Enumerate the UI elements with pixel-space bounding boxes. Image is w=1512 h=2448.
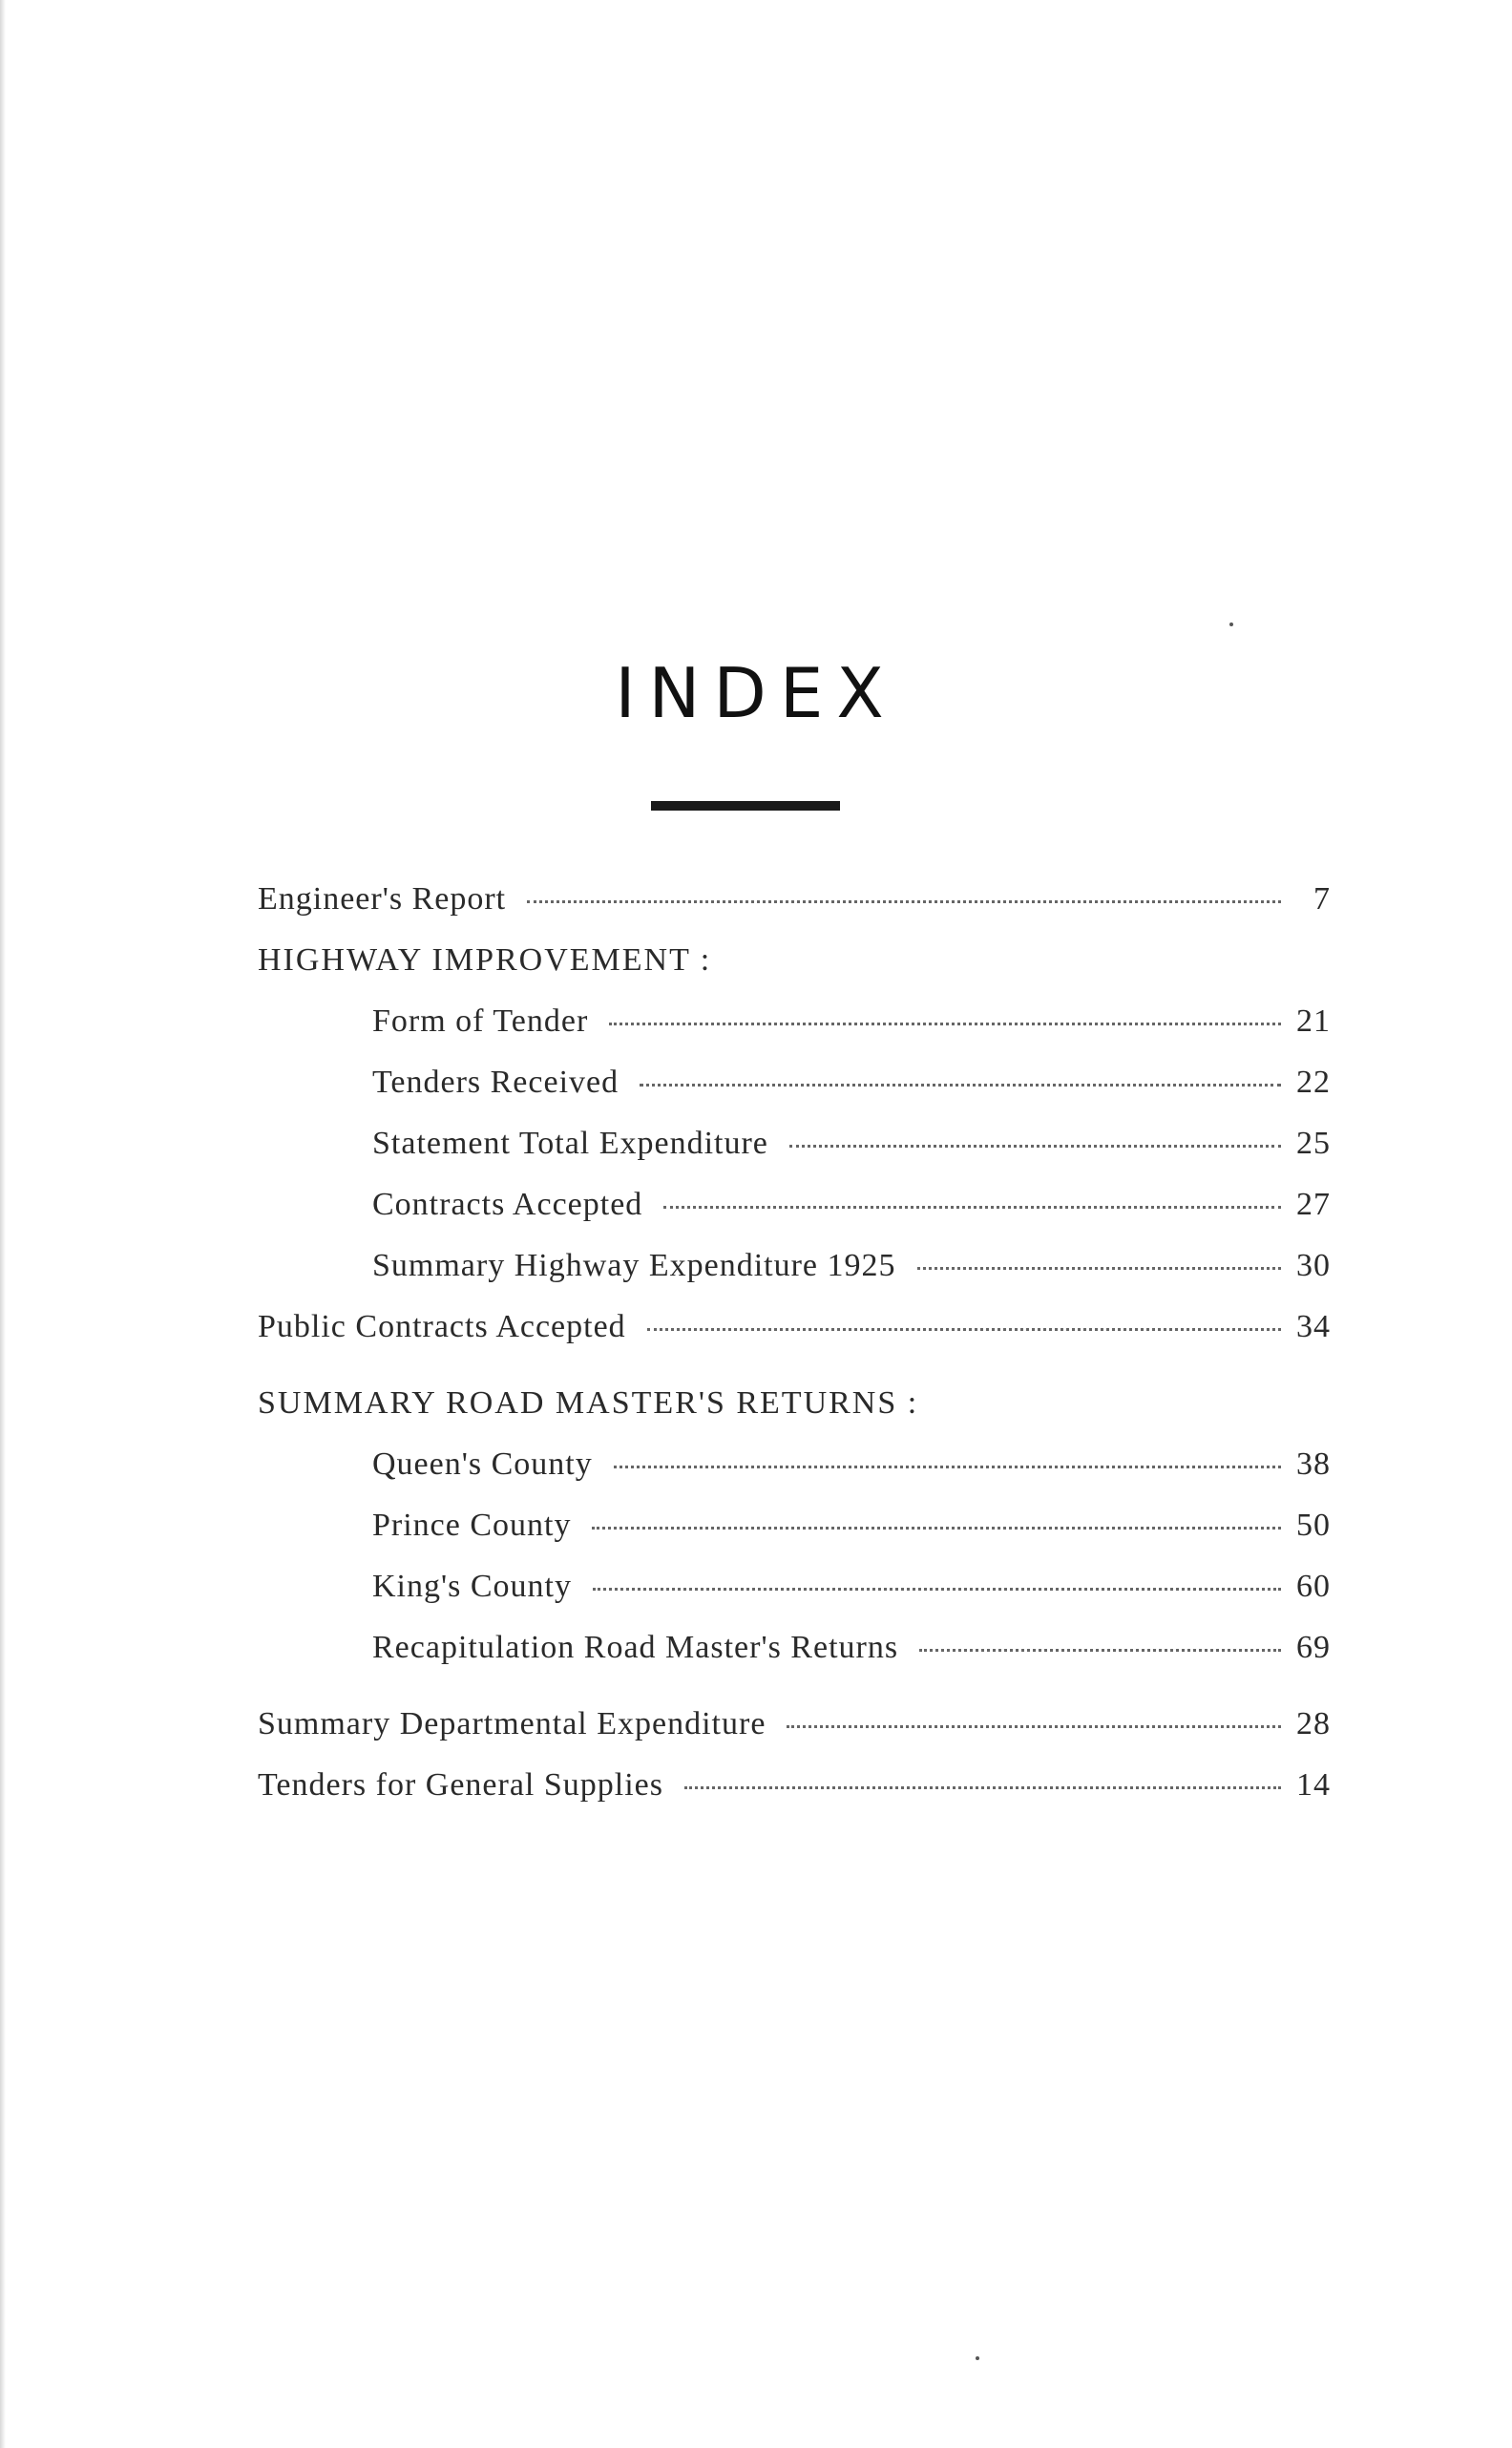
- scan-speck: [976, 2356, 979, 2360]
- dot-leader: [640, 1082, 1281, 1087]
- index-entry-tenders-received[interactable]: [258, 1052, 1331, 1113]
- index-entry-summary-departmental-expenditure[interactable]: [258, 1694, 1331, 1755]
- entry-page-number: 28: [1296, 1706, 1331, 1741]
- dot-leader: [593, 1586, 1281, 1591]
- index-entry-prince-county[interactable]: [258, 1495, 1331, 1556]
- scan-speck: [1229, 623, 1233, 626]
- entry-page-number: 14: [1296, 1767, 1331, 1803]
- entry-label: Tenders Received: [372, 1065, 620, 1100]
- dot-leader: [917, 1265, 1281, 1270]
- index-entry-summary-highway-expenditure[interactable]: [258, 1235, 1331, 1297]
- entry-page-number: 25: [1296, 1126, 1331, 1161]
- entry-page-number: 50: [1296, 1508, 1331, 1543]
- dot-leader: [614, 1464, 1281, 1468]
- dot-leader: [919, 1647, 1281, 1652]
- entry-page-number: 38: [1296, 1446, 1331, 1482]
- index-entry-queens-county[interactable]: [258, 1434, 1331, 1495]
- index-entry-engineers-report[interactable]: [258, 869, 1331, 930]
- entry-label: Contracts Accepted: [372, 1187, 643, 1222]
- entry-page-number: 30: [1296, 1248, 1331, 1283]
- section-heading-road-masters-returns: SUMMARY ROAD MASTER'S RETURNS :: [258, 1385, 919, 1421]
- dot-leader: [787, 1723, 1281, 1728]
- dot-leader: [527, 898, 1281, 903]
- entry-page-number: 69: [1296, 1630, 1331, 1665]
- page-title: INDEX: [615, 653, 897, 733]
- entry-page-number: 7: [1313, 881, 1331, 917]
- index-entry-contracts-accepted[interactable]: [258, 1174, 1331, 1235]
- spacer: [258, 1678, 1331, 1694]
- entry-page-number: 21: [1296, 1003, 1331, 1039]
- index-entry-form-of-tender[interactable]: [258, 991, 1331, 1052]
- entry-label: Prince County: [372, 1508, 572, 1543]
- index-entry-tenders-for-general-supplies[interactable]: [258, 1755, 1331, 1816]
- dot-leader: [609, 1021, 1281, 1025]
- entry-label: Summary Departmental Expenditure: [258, 1706, 766, 1741]
- entry-page-number: 34: [1296, 1309, 1331, 1344]
- index-list: [258, 869, 1331, 1816]
- index-entry-statement-total-expenditure[interactable]: [258, 1113, 1331, 1174]
- index-entry-recapitulation-road-masters-returns[interactable]: [258, 1617, 1331, 1678]
- entry-label: Public Contracts Accepted: [258, 1309, 626, 1344]
- entry-page-number: 60: [1296, 1569, 1331, 1604]
- dot-leader: [647, 1326, 1281, 1331]
- entry-label: Engineer's Report: [258, 881, 507, 917]
- entry-page-number: 22: [1296, 1065, 1331, 1100]
- entry-label: Queen's County: [372, 1446, 593, 1482]
- title-underline-rule: [651, 801, 840, 811]
- entry-label: Form of Tender: [372, 1003, 589, 1039]
- index-entry-public-contracts-accepted[interactable]: [258, 1297, 1331, 1358]
- spacer: [258, 1358, 1331, 1373]
- section-heading-highway-improvement: HIGHWAY IMPROVEMENT :: [258, 942, 712, 978]
- index-entry-kings-county[interactable]: [258, 1556, 1331, 1617]
- scan-edge-shadow: [0, 0, 6, 2448]
- dot-leader: [789, 1143, 1281, 1148]
- dot-leader: [684, 1784, 1281, 1789]
- entry-page-number: 27: [1296, 1187, 1331, 1222]
- dot-leader: [663, 1204, 1281, 1209]
- entry-label: Tenders for General Supplies: [258, 1767, 663, 1803]
- entry-label: Summary Highway Expenditure 1925: [372, 1248, 896, 1283]
- entry-label: King's County: [372, 1569, 572, 1604]
- dot-leader: [592, 1525, 1281, 1530]
- entry-label: Recapitulation Road Master's Returns: [372, 1630, 899, 1665]
- entry-label: Statement Total Expenditure: [372, 1126, 768, 1161]
